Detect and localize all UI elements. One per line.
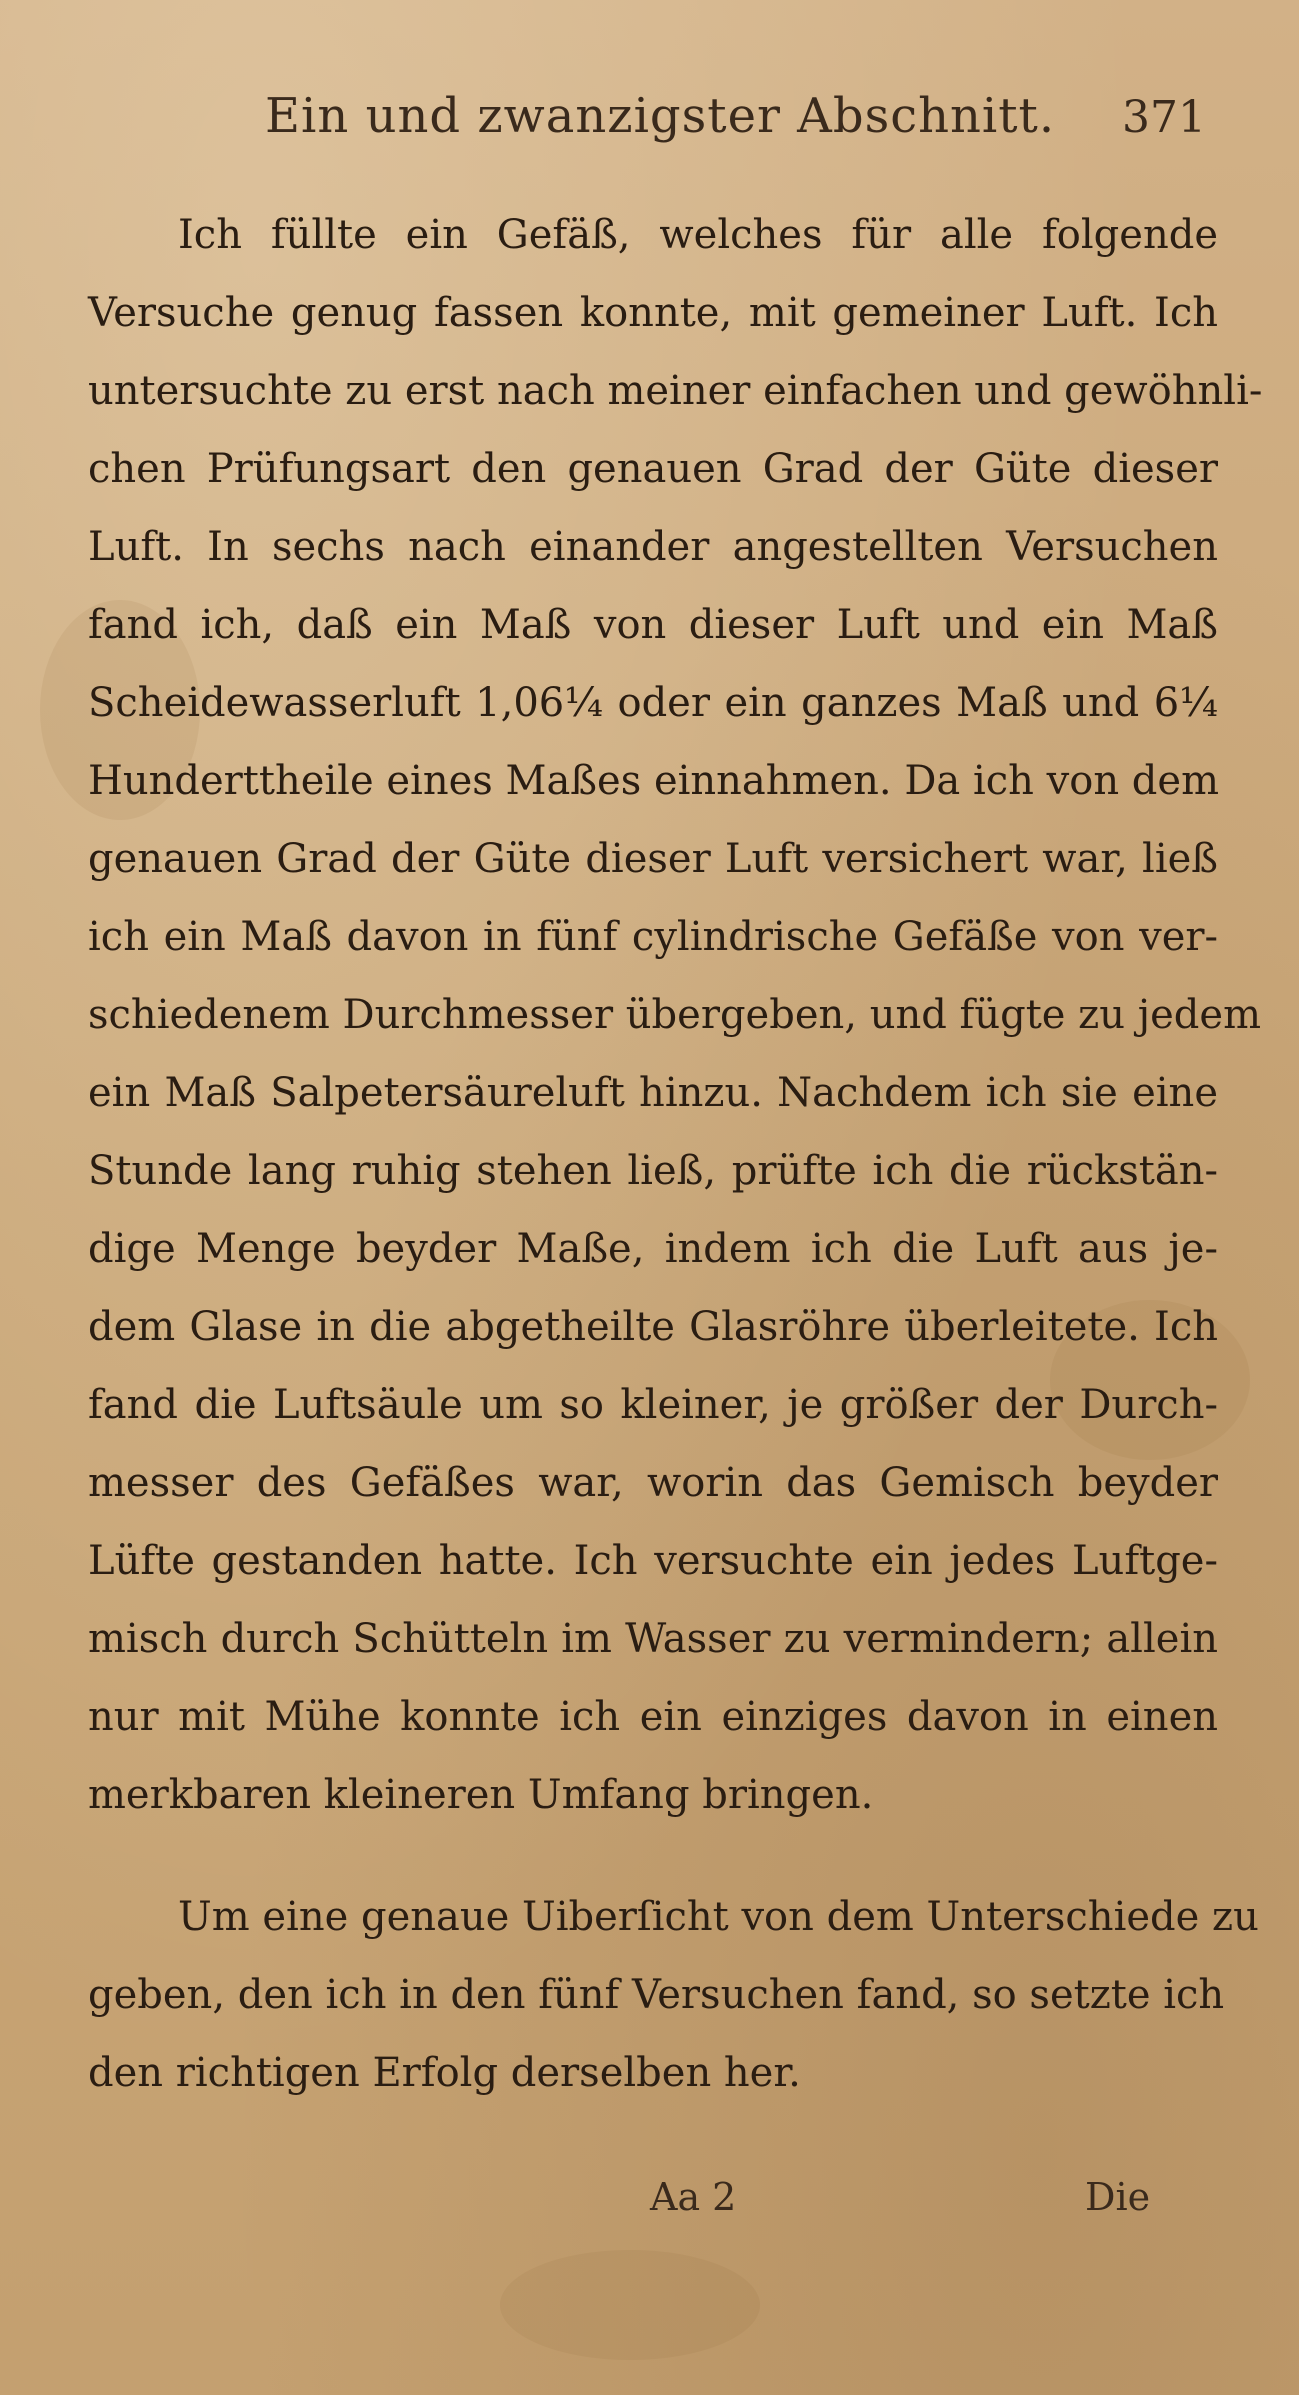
paragraph-2 <box>88 1878 1259 2112</box>
text-line: Stunde lang ruhig stehen ließ, prüfte ich die rückstän- <box>88 1148 1218 1194</box>
text-line: Lüfte gestanden hatte. Ich versuchte ein jedes Luftge- <box>88 1538 1218 1584</box>
paragraph-1 <box>88 196 1263 1834</box>
text-line: untersuchte zu erst nach meiner einfachen und gewöhnli- <box>88 368 1263 414</box>
text-line: geben, den ich in den fünf Versuchen fand, so setzte ich <box>88 1972 1225 2018</box>
text-line: den richtigen Erfolg derselben her. <box>88 2050 801 2096</box>
text-line: Scheidewasserluft 1,06¼ oder ein ganzes Maß und 6¼ <box>88 680 1218 726</box>
text-line: Versuche genug fassen konnte, mit gemeiner Luft. Ich <box>88 290 1218 336</box>
text-line: dige Menge beyder Maße, indem ich die Luft aus je- <box>88 1226 1218 1272</box>
text-line: dem Glase in die abgetheilte Glasröhre überleitete. Ich <box>88 1304 1218 1350</box>
page-header <box>0 88 1299 178</box>
text-line: Hunderttheile eines Maßes einnahmen. Da ich von dem <box>88 758 1219 804</box>
text-line: messer des Gefäßes war, worin das Gemisch beyder <box>88 1460 1218 1506</box>
text-line: ich ein Maß davon in fünf cylindrische Gefäße von ver- <box>88 914 1218 960</box>
text-line: misch durch Schütteln im Wasser zu vermindern; allein <box>88 1616 1218 1662</box>
text-line: schiedenem Durchmesser übergeben, und fügte zu jedem <box>88 992 1262 1038</box>
text-line: merkbaren kleineren Umfang bringen. <box>88 1772 874 1818</box>
text-line: fand die Luftsäule um so kleiner, je größer der Durch- <box>88 1382 1218 1428</box>
text-line: genauen Grad der Güte dieser Luft versichert war, ließ <box>88 836 1218 882</box>
text-line: chen Prüfungsart den genauen Grad der Güte dieser <box>88 446 1218 492</box>
page-footer <box>0 2175 1299 2245</box>
text-line: Luft. In sechs nach einander angestellten Versuchen <box>88 524 1218 570</box>
text-line: nur mit Mühe konnte ich ein einziges davon in einen <box>88 1694 1218 1740</box>
page-number: 371 <box>1122 92 1206 143</box>
paper-stain <box>500 2250 760 2360</box>
text-line: Ich füllte ein Gefäß, welches für alle folgende <box>178 212 1218 258</box>
text-line: Um eine genaue Uiberſicht von dem Unterschiede zu <box>178 1894 1259 1940</box>
text-line: fand ich, daß ein Maß von dieser Luft und ein Maß <box>88 602 1218 648</box>
text-line: ein Maß Salpetersäureluft hinzu. Nachdem ich sie eine <box>88 1070 1218 1116</box>
running-head: Ein und zwanzigster Abschnitt. <box>265 88 1056 144</box>
catchword: Die <box>1085 2175 1151 2219</box>
signature-mark: Aa 2 <box>650 2175 737 2219</box>
